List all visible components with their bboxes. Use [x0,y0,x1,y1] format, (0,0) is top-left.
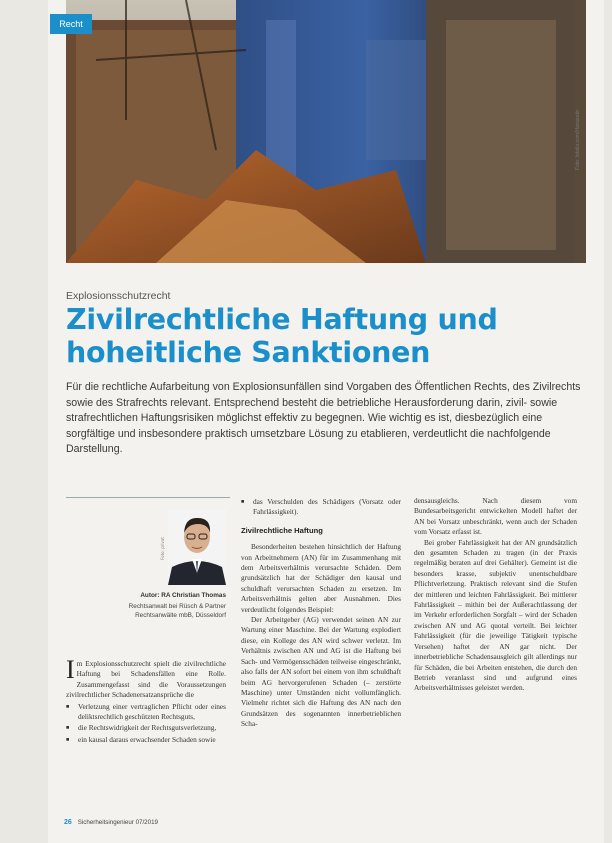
bullet-item: ■ Verletzung einer vertraglichen Pflicht oder eines deliktsrechtlich geschützten Rechtsguts, [66,702,226,723]
author-name: Autor: RA Christian Thomas [140,592,226,599]
article-lead: Für die rechtliche Aufarbeitung von Explosionsunfällen sind Vorgaben des Öffentlichen Rechts, des Zivilrechts sowie des Strafrechts relevant. Entsprechend besteht die betriebliche Herausforderung darin, zivil- sowie strafrechtlichen Haftungsrisiken möglichst effektiv zu begegnen. Wie wichtig es ist, diesbezüglich eine sorgfältige und insbesondere praktisch umsetzbare Lösung zu etablieren, verdeutlicht die nachfolgende Darstellung. [66,381,581,456]
body-paragraph: densausgleichs. Nach diesem vom Bundesarbeitsgericht entwickelten Modell haftet der AN bei Vorsatz unbeschränkt, wenn auch der Schaden vom Vorsatz erfasst ist. [414,496,577,537]
bullet-item: ■ das Verschulden des Schädigers (Vorsatz oder Fahrlässigkeit). [241,497,401,518]
dropcap: I [66,655,75,684]
author-affiliation-2: Rechtsanwälte mbB, Düsseldorf [135,612,226,619]
category-tab: Recht [50,14,92,34]
author-photo-credit: Foto: privat [160,537,165,560]
article-title [66,303,566,369]
intro-text: m Explosionsschutzrecht spielt die zivilrechtliche Haftung bei Schadensfällen eine Rolle. Zusammengefasst sind die Voraussetzungen zivilrechtlicher Schadenersatzansprüche die [66,659,226,700]
text-column-3 [414,496,577,694]
body-paragraph: Besonderheiten bestehen hinsichtlich der Haftung von Arbeitnehmern (AN) für im Zusammenhang mit dem Arbeitsverhältnis verursachte Schäden. Dem grundsätzlich hat der Schädiger den kausal und schuldhaft verursachten Schaden zu ersetzen. Im Arbeitsverhältnis gelten aber Ausnahmen. Dies verdeutlicht folgendes Beispiel: [241,542,401,614]
title-line-1: Zivilrechtliche Haftung und [66,303,498,336]
journal-name: Sicherheitsingenieur 07/2019 [77,819,158,826]
author-portrait [168,509,226,585]
author-portrait-image [168,509,226,585]
header-photo [66,0,586,263]
body-paragraph: Der Arbeitgeber (AG) verwendet seinen AN zur Wartung einer Maschine. Bei der Wartung explodiert diese, ein Kollege des AN wird schwer verletzt. Im Verhältnis zwischen AN und AG ist die Haftung bei Sach- und Vermögensschäden teilweise eingeschränkt, also falls der AN sofort bei einem von ihm schuldhaft beim AG hervorgerufenen Schaden (– zerstörte Maschine) unter Umständen nicht vollumfänglich. Vielmehr richtet sich die Haftung des AN nach den Grundsätzen des sogenannten innerbetrieblichen Scha- [241,615,401,729]
article-kicker: Explosionsschutzrecht [66,290,171,302]
industrial-tanks-image [66,0,574,263]
page-number: 26 [64,819,72,826]
bullet-item: ■ ein kausal daraus erwachsender Schaden sowie [66,735,226,745]
body-paragraph: Bei grober Fahrlässigkeit hat der AN grundsätzlich den gesamten Schaden zu tragen (in der Praxis regelmäßig beraten auf drei Gehälter). Gemeint ist die besonders krasse, subjektiv unentschuldbare Pflichtverletzung. Praktisch relevant sind die Stufen der mittleren und leichten Fahrlässigkeit. Bei mittlerer Fahrlässigkeit – mithin bei der Außerachtlassung der im Verkehr erforderlichen Sorgfalt – wird der Schaden zwischen AN und AG quotal verteilt. Bei leichter Fahrlässigkeit (für die jeweilige Tätigkeit typische Versehen) haftet der AN gar nicht. Der innerbetriebliche Schadensausgleich gilt allerdings nur für Schäden, die bei Arbeiten entstehen, die durch den Betrieb veranlasst sind und aufgrund eines Arbeitsverhältnisses geleistet werden. [414,537,577,693]
bullet-item: ■ die Rechtswidrigkeit der Rechtsgutsverletzung, [66,723,226,733]
intro-paragraph [66,655,226,701]
text-column-2 [241,496,401,730]
author-affiliation-1: Rechtsanwalt bei Rüsch & Partner [128,603,226,610]
column-divider [66,497,230,498]
title-line-2: hoheitliche Sanktionen [66,336,431,369]
text-column-1 [66,655,226,745]
image-credit: Foto: fotolia.com/Hanseatic [575,109,581,170]
section-subheading: Zivilrechtliche Haftung [241,525,323,535]
page-footer [64,819,158,826]
